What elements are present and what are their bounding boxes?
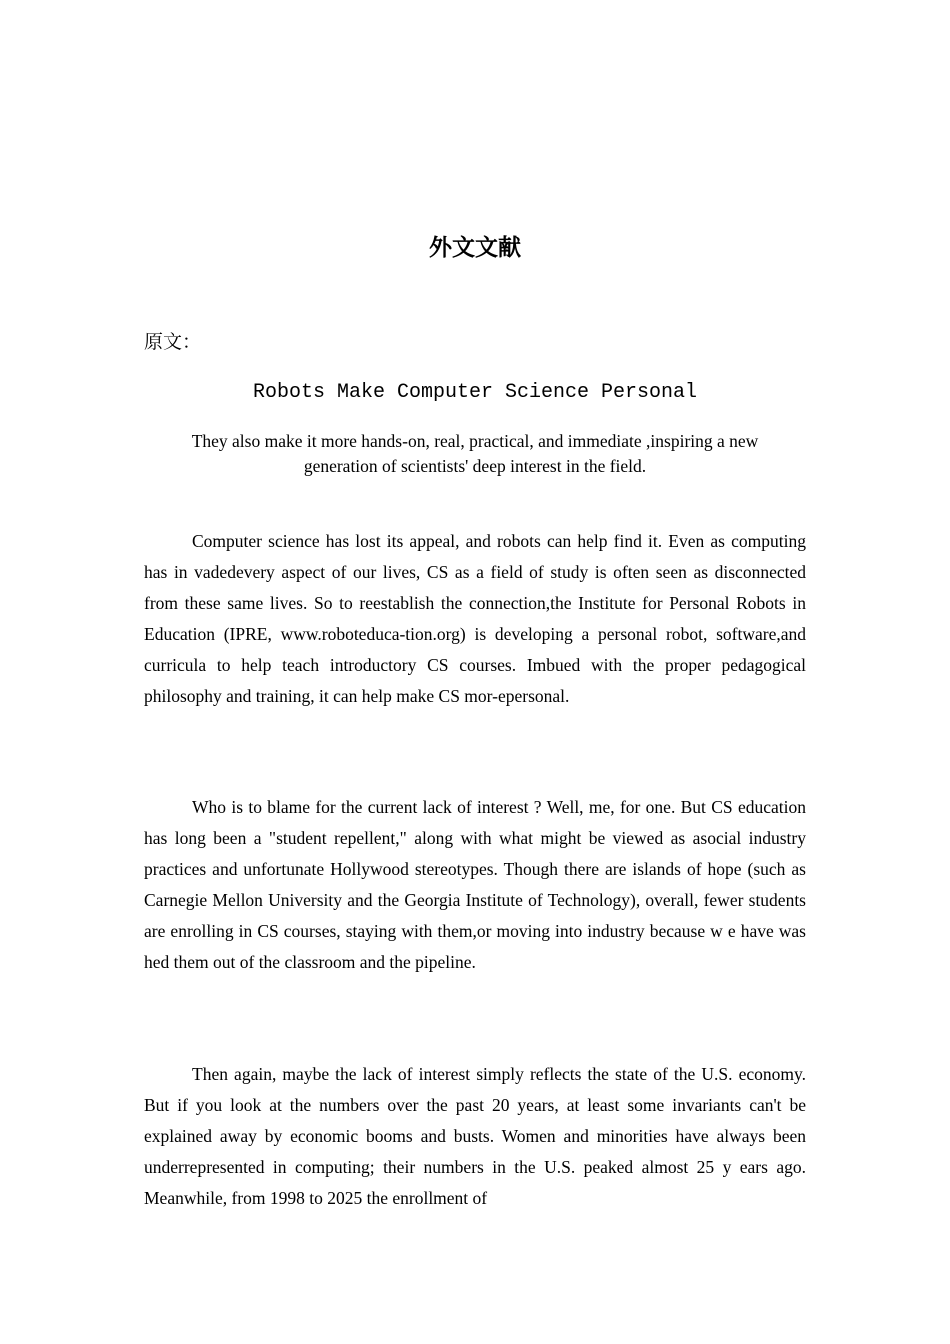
article-title: Robots Make Computer Science Personal [252,381,698,404]
section-label-original-text: 原文： [144,331,202,353]
body-paragraph-2: Who is to blame for the current lack of interest ? Well, me, for one. But CS education has long been a "student repellent," along with what might be viewed as asocial industry practices and unfortunate Hollywood stereotypes. Though there are islands of hope (such as Carnegie Mellon University and the Georgia Institute of Technology), overall, fewer students are enrolling in CS courses, staying with them,or moving into industry because w e have was hed them out of the classroom and the pipeline. [144,797,806,972]
body-paragraph-3: Then again, maybe the lack of interest simply reflects the state of the U.S. economy. But if you look at the numbers over the past 20 years, at least some invariants can't be explained away by economic booms and busts. Women and minorities have always been underrepresented in computing; their numbers in the U.S. peaked almost 25 y ears ago. Meanwhile, from 1998 to 2025 the enrollment of [144,1064,806,1208]
body-paragraph-1: Computer science has lost its appeal, and robots can help find it. Even as computing has in vadedevery aspect of our lives, CS as a field of study is often seen as disconnected from these same lives. So to reestablish the connection,the Institute for Personal Robots in Education (IPRE, www.roboteduca-tion.org) is developing a personal robot, software,and curricula to help teach introductory CS courses. Imbued with the proper pedagogical philosophy and training, it can help make CS mor-epersonal. [144,531,806,706]
document-heading: 外文文献 [429,235,521,261]
article-subtitle: They also make it more hands-on, real, practical, and immediate ,inspiring a new generation of scientists' deep interest in the field. [191,431,759,476]
